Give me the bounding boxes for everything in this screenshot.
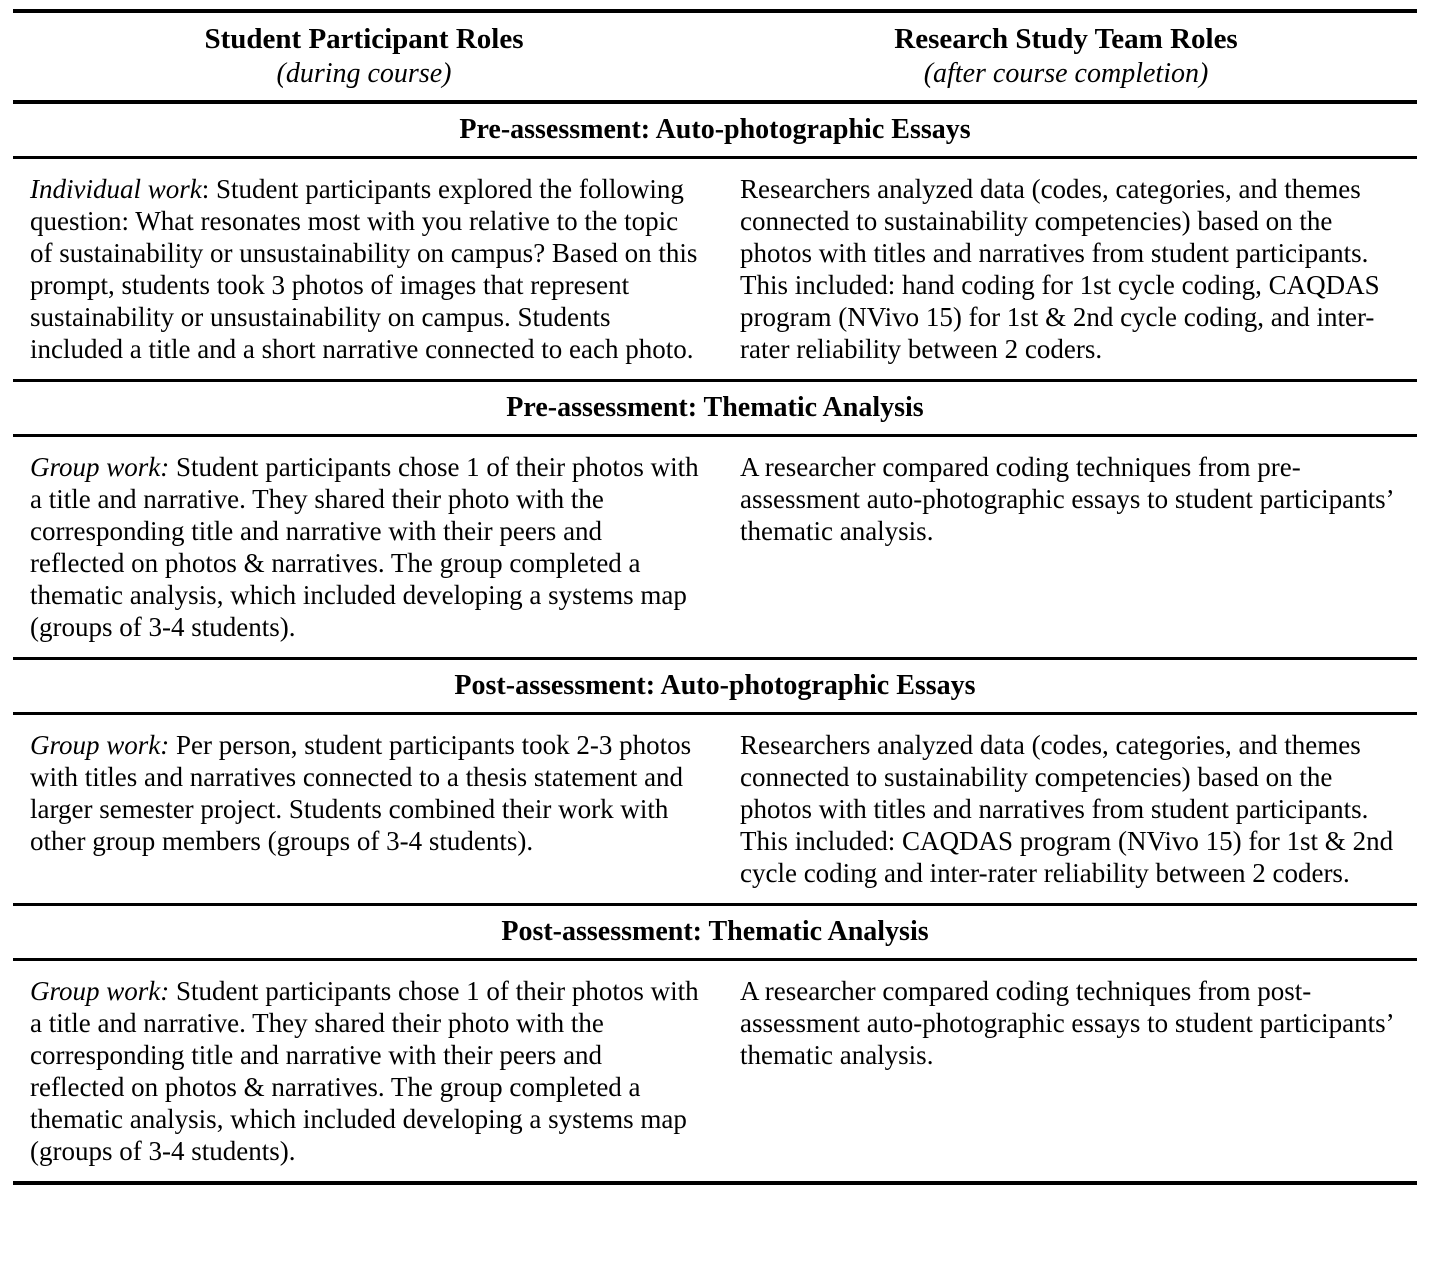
student-role-text: : Student participants explored the following question: What resonates most with you relative to the topic of sustainability or unsustainability on campus? Based on this prompt, students took 3 photos of images that represent sustainability or unsustainability on campus. Students included a title and a short narrative connected to each photo. — [30, 174, 698, 364]
research-role-text: A researcher compared coding techniques from pre-assessment auto-photographic essays to student participants’ thematic analysis. — [740, 452, 1393, 546]
work-mode-label: Group work: — [30, 452, 170, 482]
research-role-text: Researchers analyzed data (codes, categories, and themes connected to sustainability competencies) based on the photos with titles and narratives from student participants. This included: hand coding for 1st cycle coding, CAQDAS program (NVivo 15) for 1st & 2nd cycle coding, and inter-rater reliability between 2 coders. — [740, 174, 1380, 364]
student-role-text: Student participants chose 1 of their photos with a title and narrative. They shared their photo with the corresponding title and narrative with their peers and reflected on photos & narratives. The group completed a thematic analysis, which included developing a systems map (groups of 3-4 students). — [30, 452, 699, 642]
section-header-label: Post-assessment: Auto-photographic Essays — [13, 659, 1417, 714]
table-row — [13, 714, 1417, 905]
work-mode-label: Individual work — [30, 174, 202, 204]
section-header-label: Post-assessment: Thematic Analysis — [13, 905, 1417, 960]
table-row — [13, 960, 1417, 1184]
section-header-label: Pre-assessment: Thematic Analysis — [13, 381, 1417, 436]
student-role-text: Student participants chose 1 of their photos with a title and narrative. They shared their photo with the corresponding title and narrative with their peers and reflected on photos & narratives. The group completed a thematic analysis, which included developing a systems map (groups of 3-4 students). — [30, 976, 699, 1166]
work-mode-label: Group work: — [30, 976, 170, 1006]
column-header-research-study-team-roles — [715, 11, 1417, 102]
student-role-cell — [13, 158, 715, 381]
table-row — [13, 158, 1417, 381]
research-role-cell — [715, 436, 1417, 659]
student-role-text: Per person, student participants took 2-3 photos with titles and narratives connected to a thesis statement and larger semester project. Students combined their work with other group members (groups of 3-4 students). — [30, 730, 692, 856]
section-header-post-assessment-auto-photographic — [13, 659, 1417, 714]
research-role-text: A researcher compared coding techniques from post-assessment auto-photographic essays to student participants’ thematic analysis. — [740, 976, 1393, 1070]
student-role-cell — [13, 714, 715, 905]
section-header-pre-assessment-auto-photographic — [13, 102, 1417, 158]
table-row — [13, 436, 1417, 659]
column-subtitle: (after course completion) — [923, 58, 1209, 89]
section-header-label: Pre-assessment: Auto-photographic Essays — [13, 102, 1417, 158]
research-role-cell — [715, 960, 1417, 1184]
section-header-post-assessment-thematic-analysis — [13, 905, 1417, 960]
research-role-cell — [715, 158, 1417, 381]
student-role-cell — [13, 436, 715, 659]
section-header-pre-assessment-thematic-analysis — [13, 381, 1417, 436]
roles-table — [13, 9, 1417, 1185]
student-role-cell — [13, 960, 715, 1184]
research-role-text: Researchers analyzed data (codes, categories, and themes connected to sustainability competencies) based on the photos with titles and narratives from student participants. This included: CAQDAS program (NVivo 15) for 1st & 2nd cycle coding and inter-rater reliability between 2 coders. — [740, 730, 1394, 888]
column-header-student-participant-roles — [13, 11, 715, 102]
work-mode-label: Group work: — [30, 730, 170, 760]
column-title: Student Participant Roles — [204, 23, 524, 55]
table-header-row — [13, 11, 1417, 102]
column-title: Research Study Team Roles — [894, 23, 1238, 55]
research-role-cell — [715, 714, 1417, 905]
column-subtitle: (during course) — [276, 58, 452, 89]
